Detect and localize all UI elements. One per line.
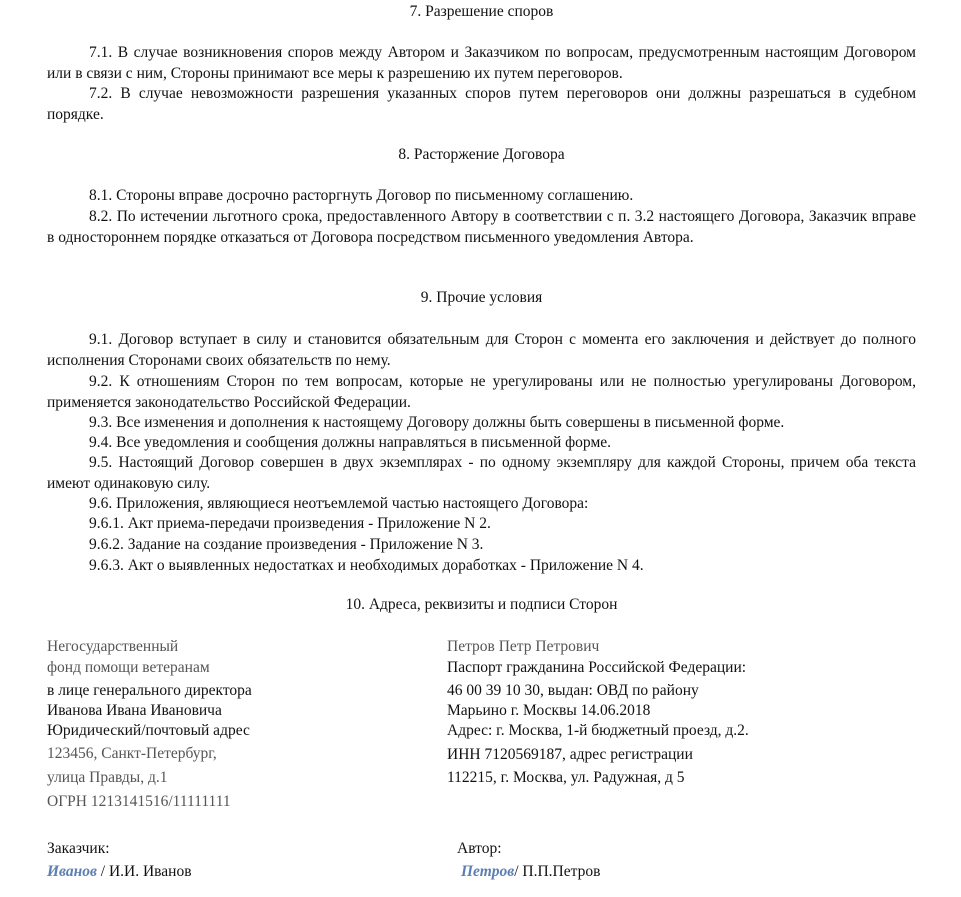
clause-9-6-1: 9.6.1. Акт приема-передачи произведения - Приложение N 2. (89, 515, 491, 532)
author-signature-block (461, 863, 600, 881)
section-8-title: 8. Расторжение Договора (398, 146, 565, 163)
author-passport-label: Паспорт гражданина Российской Федерации: (447, 659, 747, 676)
section-7-title: 7. Разрешение споров (409, 3, 554, 20)
clause-9-6-3: 9.6.3. Акт о выявленных недостатках и необходимых доработках - Приложение N 4. (89, 557, 644, 574)
customer-role-label: Заказчик: (47, 840, 110, 857)
clause-9-5: 9.5. Настоящий Договор совершен в двух экземплярах - по одному экземпляру для каждой Стороны, причем оба текста имеют одинаковую силу. (47, 454, 916, 492)
customer-address-street: улица Правды, д.1 (47, 769, 168, 786)
customer-signature-block (47, 863, 192, 881)
clause-8-2: 8.2. По истечении льготного срока, предоставленного Автору в соответствии с п. 3.2 настоящего Договора, Заказчик вправе в одностороннем порядке отказаться от Договора посредством письменного уведомления Автора. (47, 208, 916, 246)
customer-director-name: Иванова Ивана Ивановича (47, 702, 222, 719)
section-9-title: 9. Прочие условия (420, 289, 543, 306)
clause-8-1: 8.1. Стороны вправе досрочно расторгнуть Договор по письменному соглашению. (89, 187, 634, 204)
author-passport-number: 46 00 39 10 30, выдан: ОВД по району (447, 682, 699, 699)
clause-9-6: 9.6. Приложения, являющиеся неотъемлемой частью настоящего Договора: (89, 495, 589, 512)
author-registration-address: 112215, г. Москва, ул. Радужная, д 5 (447, 769, 685, 786)
clause-9-1: 9.1. Договор вступает в силу и становится обязательным для Сторон с момента его заключения и действует до полного исполнения Сторонами своих обязательств по нему. (47, 331, 916, 369)
customer-org-line-2: фонд помощи ветеранам (47, 659, 210, 676)
customer-ogrn: ОГРН 1213141516/11111111 (47, 793, 231, 810)
author-signature-separator: / (514, 863, 523, 880)
clause-9-4: 9.4. Все уведомления и сообщения должны направляться в письменной форме. (89, 434, 612, 451)
author-role-label: Автор: (457, 840, 502, 857)
customer-address-label: Юридический/почтовый адрес (47, 722, 250, 739)
customer-org-line-1: Негосударственный (47, 638, 179, 655)
clause-9-6-2: 9.6.2. Задание на создание произведения - Приложение N 3. (89, 536, 484, 553)
customer-signature-name: И.И. Иванов (108, 863, 192, 880)
section-10-title: 10. Адреса, реквизиты и подписи Сторон (345, 596, 618, 613)
customer-address-city: 123456, Санкт-Петербург, (47, 745, 217, 762)
author-full-name: Петров Петр Петрович (447, 638, 600, 655)
customer-representative: в лице генерального директора (47, 682, 252, 699)
author-inn: ИНН 7120569187, адрес регистрации (447, 746, 693, 763)
author-signature: Петров (461, 863, 515, 880)
author-address: Адрес: г. Москва, 1-й бюджетный проезд, д.2. (447, 722, 749, 739)
customer-signature: Иванов (47, 863, 97, 880)
author-passport-issued: Марьино г. Москвы 14.06.2018 (447, 702, 651, 719)
clause-9-3: 9.3. Все изменения и дополнения к настоящему Договору должны быть совершены в письменной форме. (89, 414, 785, 431)
customer-signature-separator: / (96, 863, 109, 880)
author-signature-name: П.П.Петров (522, 863, 601, 880)
clause-9-2: 9.2. К отношениям Сторон по тем вопросам, которые не урегулированы или не полностью урегулированы Договором, применяется законодательство Российской Федерации. (47, 373, 916, 411)
clause-7-1: 7.1. В случае возникновения споров между Автором и Заказчиком по вопросам, предусмотренным настоящим Договором или в связи с ним, Стороны принимают все меры к разрешению их путем переговоров. (47, 44, 916, 82)
clause-7-2: 7.2. В случае невозможности разрешения указанных споров путем переговоров они должны разрешаться в судебном порядке. (47, 85, 916, 123)
